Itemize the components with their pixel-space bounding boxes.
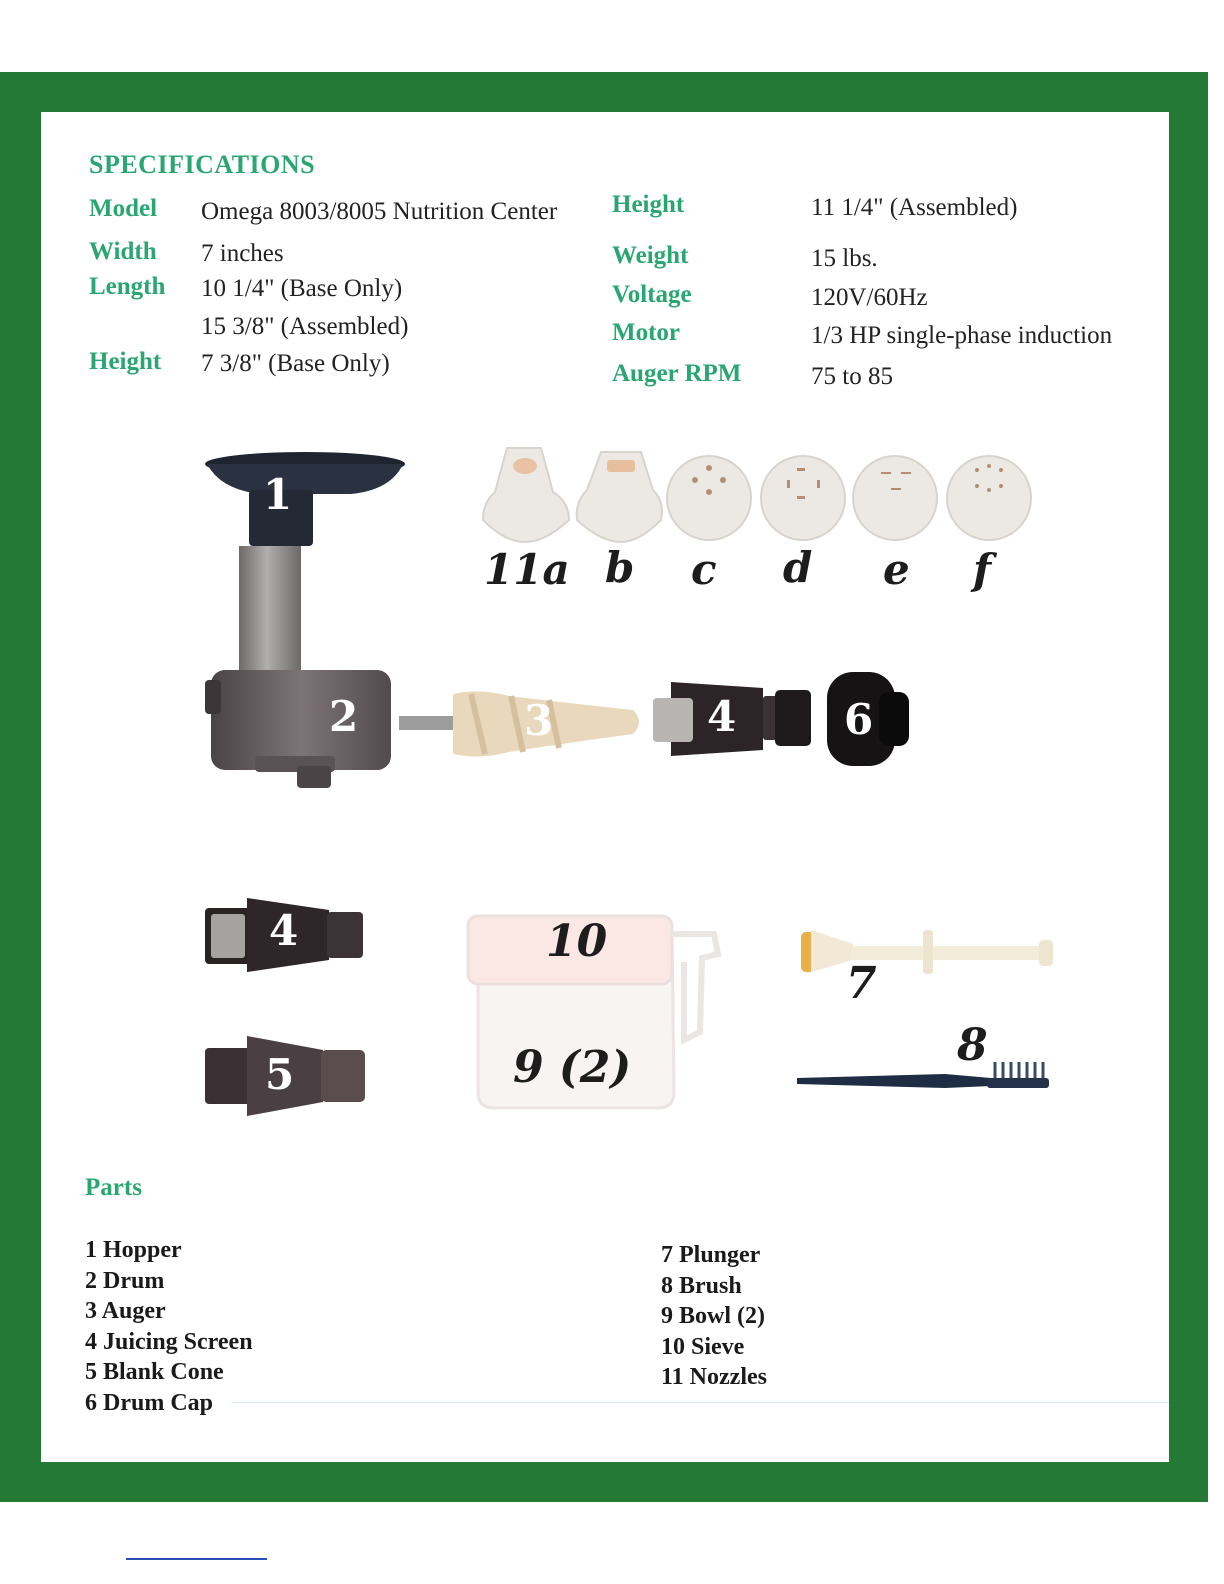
part-item: 3 Auger: [85, 1298, 166, 1324]
parts-list-left: [85, 1235, 253, 1418]
part-item: 2 Drum: [85, 1267, 165, 1294]
part-item: 10 Sieve: [661, 1333, 745, 1360]
auger-image: [399, 686, 645, 762]
spec-label-weight: Weight: [612, 242, 689, 269]
spec-value-height-assembled: 11 1/4" (Assembled): [811, 194, 1018, 221]
callout-drum-cap: 6: [844, 695, 874, 744]
drum-image: [205, 546, 405, 796]
spec-label-auger-rpm: Auger RPM: [612, 360, 742, 387]
callout-sieve: 10: [546, 916, 608, 967]
part-item: 8 Brush: [661, 1272, 742, 1299]
callout-nozzle-c: c: [691, 545, 717, 594]
callout-nozzle-f: f: [973, 545, 992, 594]
callout-screen-top: 4: [707, 692, 737, 741]
part-item: 5 Blank Cone: [85, 1359, 224, 1385]
spec-value-length-assembled: 15 3/8" (Assembled): [201, 313, 409, 340]
spec-value-auger-rpm: 75 to 85: [811, 363, 893, 390]
callout-nozzle-11a: 11a: [484, 545, 570, 594]
hopper-image: [201, 450, 411, 550]
callout-nozzle-b: b: [605, 543, 635, 592]
divider-line: [231, 1402, 1169, 1403]
spec-value-model: Omega 8003/8005 Nutrition Center: [201, 198, 558, 225]
callout-drum: 2: [329, 692, 359, 741]
spec-label-height-assembled: Height: [612, 191, 685, 218]
spec-value-motor: 1/3 HP single-phase induction: [811, 322, 1113, 349]
callout-auger: 3: [524, 696, 554, 745]
plunger-image: [797, 924, 1055, 978]
callout-brush: 8: [957, 1020, 988, 1071]
spec-value-length-base: 10 1/4" (Base Only): [201, 275, 403, 302]
nozzles-image: [481, 446, 1036, 546]
green-border-frame: [0, 72, 1208, 1502]
parts-list-right: [661, 1240, 767, 1393]
part-item: 11 Nozzles: [661, 1364, 767, 1390]
part-item: 9 Bowl (2): [661, 1303, 765, 1329]
part-item: 4 Juicing Screen: [85, 1328, 253, 1355]
callout-plunger: 7: [846, 958, 877, 1009]
callout-screen-bottom: 4: [269, 906, 299, 955]
spec-value-voltage: 120V/60Hz: [811, 284, 928, 311]
brush-image: [795, 1054, 1053, 1094]
spec-value-width: 7 inches: [201, 240, 284, 267]
callout-bowl: 9 (2): [513, 1042, 632, 1093]
spec-value-height-base: 7 3/8" (Base Only): [201, 350, 390, 377]
spec-sheet-panel: [41, 112, 1169, 1462]
spec-label-width: Width: [89, 238, 157, 265]
callout-blank-cone: 5: [265, 1050, 295, 1099]
part-item: 1 Hopper: [85, 1237, 182, 1263]
spec-label-motor: Motor: [612, 319, 681, 346]
spec-label-voltage: Voltage: [612, 281, 692, 308]
callout-nozzle-d: d: [783, 543, 813, 592]
callout-nozzle-e: e: [883, 545, 910, 594]
part-item: 7 Plunger: [661, 1242, 761, 1268]
spec-label-length: Length: [89, 273, 166, 300]
parts-title: Parts: [85, 1174, 142, 1201]
spec-label-height-base: Height: [89, 348, 162, 375]
specifications-title: SPECIFICATIONS: [89, 150, 316, 179]
part-item: 6 Drum Cap: [85, 1389, 214, 1416]
spec-label-model: Model: [89, 195, 158, 222]
callout-hopper: 1: [263, 470, 293, 519]
spec-value-weight: 15 lbs.: [811, 245, 878, 272]
bottom-link-underline: [126, 1558, 267, 1560]
